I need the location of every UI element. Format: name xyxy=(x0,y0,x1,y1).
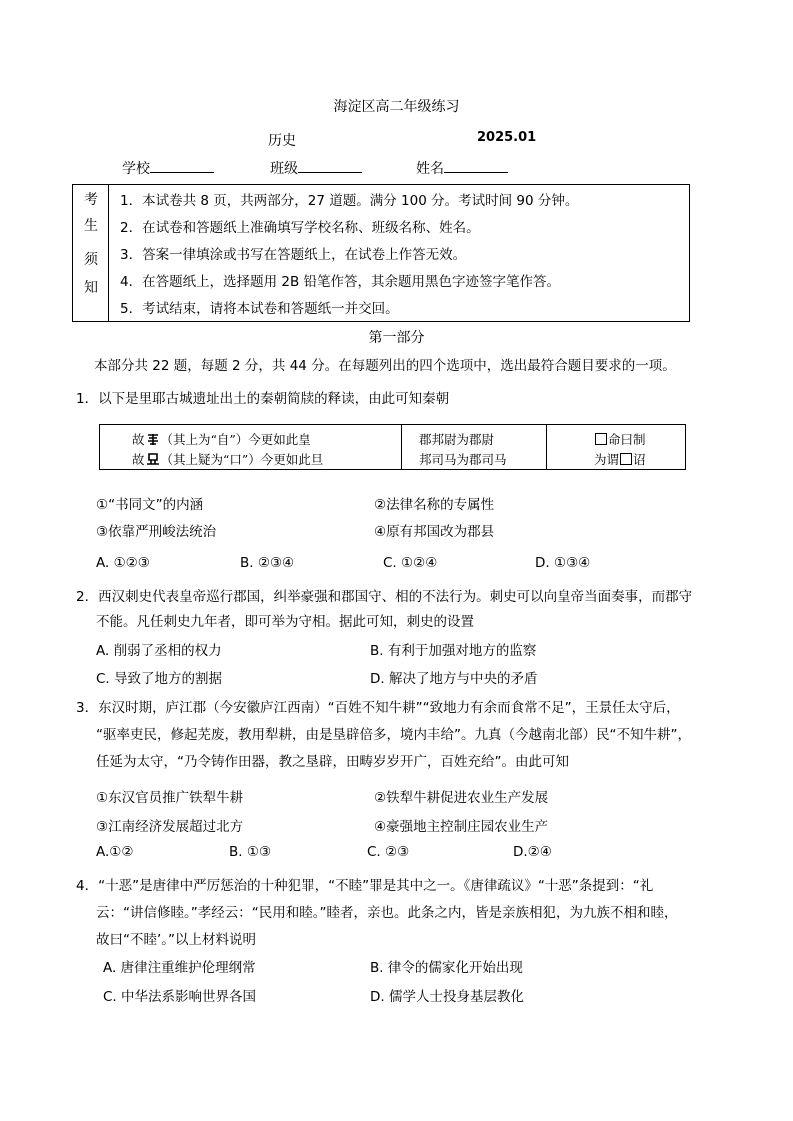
part-instructions: 本部分共 22 题，每题 2 分，共 44 分。在每题列出的四个选项中，选出最符合题目要求的一项。 xyxy=(94,358,676,374)
option-a: A.①② xyxy=(96,844,134,860)
question-3-stem-cont: “驱率吏民，修起芜废，教用犁耕，由是垦辟倍多，境内丰给”。九真（今越南北部）民“不知牛耕”， xyxy=(96,727,691,743)
notice-item: 3．答案一律填涂或书写在答题纸上，在试卷上作答无效。 xyxy=(120,247,467,263)
statement: ③江南经济发展超过北方 xyxy=(96,819,244,835)
statement: ③依靠严刑峻法统治 xyxy=(96,524,217,540)
notice-label-char: 须 xyxy=(84,252,98,268)
notice-label-char: 知 xyxy=(84,280,98,296)
question-2-stem-cont: 不能。凡任刺史九年者，即可举为守相。据此可知，刺史的设置 xyxy=(96,614,474,630)
slip-cell: 命曰制 xyxy=(594,430,646,448)
slip-divider xyxy=(401,425,402,469)
slip-table xyxy=(99,424,686,470)
question-3-stem-cont: 任延为太守，“乃令铸作田器，教之垦辟，田畴岁岁开广，百姓充给”。由此可知 xyxy=(96,754,569,770)
slip-cell: 邦司马为郡司马 xyxy=(419,452,507,467)
option-d: D.②④ xyxy=(513,844,552,860)
question-2-stem: 2．西汉刺史代表皇帝巡行郡国，纠举豪强和郡国守、相的不法行为。刺史可以向皇帝当面奏事，而郡守 xyxy=(76,589,693,605)
notice-label xyxy=(73,185,109,321)
name-blank xyxy=(444,158,508,173)
notice-item: 5．考试结束，请将本试卷和答题纸一并交回。 xyxy=(120,301,399,317)
question-4-stem: 4．“十恶”是唐律中严厉惩治的十种犯罪，“不睦”罪是其中之一。《唐律疏议》“十恶”条提到：“礼 xyxy=(76,878,654,894)
question-1-stem: 1．以下是里耶古城遗址出土的秦朝简牍的释读，由此可知秦朝 xyxy=(76,391,450,407)
notice-item: 2．在试卷和答题纸上准确填写学校名称、班级名称、姓名。 xyxy=(120,220,480,236)
name-field xyxy=(416,158,508,178)
statement: ①东汉官员推广铁犁牛耕 xyxy=(96,790,244,806)
notice-item: 1．本试卷共 8 页，共两部分，27 道题。满分 100 分。考试时间 90 分钟。 xyxy=(120,193,579,209)
subject-label: 历史 xyxy=(268,133,296,149)
option-b: B. ②③④ xyxy=(240,555,295,571)
slip-cell: 为谓 诏 xyxy=(594,452,646,467)
part-title: 第一部分 xyxy=(368,330,425,346)
school-field xyxy=(122,158,214,178)
option-a: A. 削弱了丞相的权力 xyxy=(96,643,222,659)
option-d: D. 解决了地方与中央的矛盾 xyxy=(370,671,538,687)
class-blank xyxy=(298,158,362,173)
option-d: D. 儒学人士投身基层教化 xyxy=(370,989,524,1005)
ancient-glyph-icon xyxy=(146,433,160,446)
option-b: B. 律令的儒家化开始出现 xyxy=(370,960,523,976)
exam-date: 2025.01 xyxy=(477,130,537,145)
statement: ④豪强地主控制庄园农业生产 xyxy=(374,819,549,835)
missing-char-box xyxy=(620,453,632,465)
option-c: C. 导致了地方的割据 xyxy=(96,671,223,687)
statement: ②法律名称的专属性 xyxy=(374,497,495,513)
statement: ②铁犁牛耕促进农业生产发展 xyxy=(374,790,549,806)
option-a: A. ①②③ xyxy=(96,555,150,571)
school-blank xyxy=(150,158,214,173)
option-a: A. 唐律注重维护伦理纲常 xyxy=(103,960,256,976)
option-b: B. 有利于加强对地方的监察 xyxy=(370,643,537,659)
slip-divider xyxy=(546,425,547,469)
option-c: C. 中华法系影响世界各国 xyxy=(103,989,257,1005)
option-b: B. ①③ xyxy=(229,844,272,860)
missing-char-box xyxy=(595,433,607,445)
school-label: 学校 xyxy=(122,161,150,177)
name-label: 姓名 xyxy=(416,161,444,177)
notice-item: 4．在答题纸上，选择题用 2B 铅笔作答，其余题用黑色字迹签字笔作答。 xyxy=(120,274,561,290)
notice-label-char: 生 xyxy=(84,218,98,234)
slip-cell: 故 （其上为“自”）今更如此皇 xyxy=(132,432,311,447)
page-title: 海淀区高二年级练习 xyxy=(333,99,460,115)
class-field xyxy=(270,158,362,178)
slip-cell: 故 （其上疑为“口”）今更如此旦 xyxy=(132,452,324,467)
statement: ④原有邦国改为郡县 xyxy=(374,524,495,540)
question-4-stem-cont: 云：“讲信修睦。”孝经云：“民用和睦。”睦者，亲也。此条之内，皆是亲族相犯，为九族不相和睦， xyxy=(96,905,678,921)
ancient-glyph-icon xyxy=(146,453,160,466)
option-d: D. ①③④ xyxy=(535,555,591,571)
option-c: C. ②③ xyxy=(367,844,410,860)
slip-cell: 郡邦尉为郡尉 xyxy=(419,432,495,447)
notice-box xyxy=(72,184,690,322)
option-c: C. ①②④ xyxy=(383,555,438,571)
statement: ①“书同文”的内涵 xyxy=(96,497,204,513)
question-4-stem-cont: 故曰“不睦’。”以上材料说明 xyxy=(96,932,257,948)
notice-label-char: 考 xyxy=(84,192,98,208)
class-label: 班级 xyxy=(270,161,298,177)
question-3-stem: 3．东汉时期，庐江郡（今安徽庐江西南）“百姓不知牛耕”“致地力有余而食常不足”，王景任太守后， xyxy=(76,700,680,716)
